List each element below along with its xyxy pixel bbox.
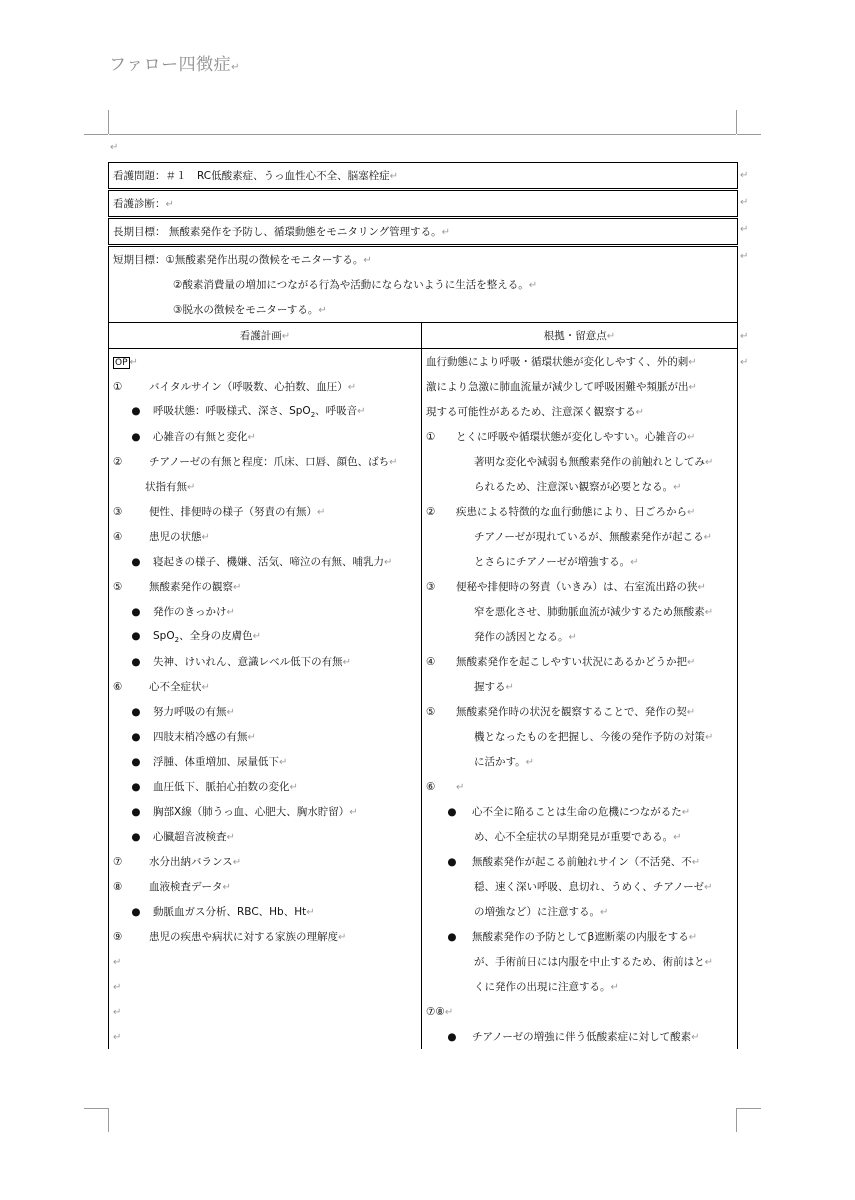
paragraph-mark: ↵ bbox=[505, 682, 514, 693]
plan-cell bbox=[109, 474, 422, 499]
item-text: の増強など）に注意する。 bbox=[474, 906, 600, 918]
nursing-plan-table bbox=[108, 162, 738, 1049]
paragraph-mark: ↵ bbox=[688, 382, 697, 393]
item-number: ② bbox=[113, 456, 123, 468]
item-text: 四肢末梢冷感の有無 bbox=[153, 731, 248, 743]
bullet-icon: ● bbox=[131, 630, 141, 643]
paragraph-mark: ↵ bbox=[444, 1006, 454, 1018]
item-text: バイタルサイン（呼吸数、心拍数、血圧） bbox=[149, 381, 348, 393]
item-text: 血行動態により呼吸・循環状態が変化しやすく、外的刺 bbox=[426, 356, 689, 368]
plan-cell bbox=[109, 974, 422, 999]
rationale-cell bbox=[422, 599, 738, 624]
rationale-cell bbox=[422, 424, 738, 449]
rationale-cell bbox=[422, 374, 738, 399]
table-row bbox=[109, 899, 738, 924]
paragraph-mark: ↵ bbox=[232, 857, 242, 868]
table-row bbox=[109, 774, 738, 799]
item-number: ② bbox=[426, 506, 436, 518]
table-row bbox=[109, 449, 738, 474]
paragraph-mark: ↵ bbox=[635, 407, 644, 418]
paragraph-mark: ↵ bbox=[226, 707, 235, 718]
plan-cell bbox=[109, 724, 422, 749]
item-text: 握する bbox=[474, 681, 506, 693]
bullet-icon: ● bbox=[131, 556, 141, 568]
table-row bbox=[109, 599, 738, 624]
plan-cell bbox=[109, 349, 422, 375]
paragraph-mark: ↵ bbox=[233, 582, 242, 593]
column-header-plan: 看護計画↵ bbox=[109, 323, 422, 349]
paragraph-mark: ↵ bbox=[687, 657, 696, 668]
bullet-icon: ● bbox=[447, 856, 457, 868]
rationale-cell bbox=[422, 899, 738, 924]
item-text: 血液検査データ bbox=[149, 881, 223, 893]
paragraph-mark: ↵ bbox=[389, 457, 398, 468]
paragraph-mark: ↵ bbox=[129, 356, 138, 368]
rationale-cell bbox=[422, 674, 738, 699]
rationale-cell bbox=[422, 499, 738, 524]
table-row bbox=[109, 246, 738, 273]
item-number: ⑨ bbox=[113, 931, 123, 943]
rationale-cell bbox=[422, 724, 738, 749]
paragraph-mark: ↵ bbox=[630, 557, 639, 568]
bullet-icon: ● bbox=[131, 756, 141, 768]
bullet-icon: ● bbox=[131, 906, 141, 918]
paragraph-mark: ↵ bbox=[704, 957, 713, 968]
item-text: チアノーゼの増強に伴う低酸素症に対して酸素 bbox=[472, 1031, 692, 1043]
paragraph-mark: ↵ bbox=[691, 1032, 700, 1043]
plan-cell bbox=[109, 599, 422, 624]
plan-cell bbox=[109, 824, 422, 849]
short-term-goal-2: ②酸素消費量の増加につながる行為や活動にならないように生活を整える。↵ bbox=[109, 272, 738, 297]
rationale-cell bbox=[422, 924, 738, 949]
table-row bbox=[109, 874, 738, 899]
paragraph-mark: ↵ bbox=[703, 532, 713, 543]
rationale-cell bbox=[422, 824, 738, 849]
rationale-cell bbox=[422, 624, 738, 649]
paragraph-mark: ↵ bbox=[673, 482, 682, 493]
rationale-cell bbox=[422, 874, 738, 899]
bullet-icon: ● bbox=[131, 656, 141, 668]
item-number: ⑥ bbox=[426, 780, 436, 793]
bullet-icon: ● bbox=[447, 1031, 457, 1043]
item-text: 無酸素発作の予防としてβ遮断薬の内服をする bbox=[472, 931, 689, 943]
item-text: め、心不全症状の早期発見が重要である。 bbox=[474, 831, 674, 843]
item-text: 激により急激に肺血流量が減少して呼吸困難や頻脈が出 bbox=[426, 381, 689, 393]
item-text: 患児の疾患や病状に対する家族の理解度 bbox=[149, 931, 338, 943]
paragraph-mark: ↵ bbox=[740, 197, 749, 208]
item-text: 発作のきっかけ bbox=[153, 606, 227, 618]
plan-cell bbox=[109, 499, 422, 524]
item-text: 発作の誘因となる。 bbox=[474, 631, 569, 643]
corner-mark-top-left bbox=[108, 110, 109, 134]
plan-cell bbox=[109, 999, 422, 1024]
table-row bbox=[109, 163, 738, 190]
item-number: ③ bbox=[426, 581, 436, 593]
table-row bbox=[109, 1024, 738, 1049]
table-row bbox=[109, 949, 738, 974]
item-number: ⑧ bbox=[113, 881, 123, 893]
table-row bbox=[109, 218, 738, 246]
table-row bbox=[109, 424, 738, 449]
paragraph-mark: ↵ bbox=[740, 251, 749, 262]
item-text: くに発作の出現に注意する。 bbox=[474, 981, 611, 993]
table-row bbox=[109, 190, 738, 218]
plan-cell bbox=[109, 574, 422, 599]
bullet-icon: ● bbox=[131, 781, 141, 793]
paragraph-mark: ↵ bbox=[113, 956, 122, 968]
item-text: 無酸素発作の観察 bbox=[149, 581, 233, 593]
rationale-cell bbox=[422, 949, 738, 974]
paragraph-mark: ↵ bbox=[342, 657, 352, 668]
plan-cell bbox=[109, 374, 422, 399]
paragraph-mark: ↵ bbox=[687, 432, 696, 443]
item-text: 心不全症状 bbox=[149, 681, 202, 693]
item-text: とくに呼吸や循環状態が変化しやすい。心雑音の bbox=[456, 431, 687, 443]
paragraph-mark: ↵ bbox=[740, 170, 749, 181]
item-text: 現する可能性があるため、注意深く観察する bbox=[426, 406, 636, 418]
paragraph-mark: ↵ bbox=[279, 757, 288, 768]
paragraph-mark: ↵ bbox=[740, 224, 749, 235]
paragraph-mark: ↵ bbox=[247, 732, 256, 743]
paragraph-mark: ↵ bbox=[110, 142, 119, 153]
table-row bbox=[109, 999, 738, 1024]
rationale-cell bbox=[422, 999, 738, 1024]
bullet-icon: ● bbox=[131, 731, 141, 743]
nursing-diagnosis: 看護診断：↵ bbox=[109, 190, 738, 218]
item-number: ① bbox=[113, 381, 123, 393]
short-term-goal-1: 短期目標：①無酸素発作出現の徴候をモニターする。↵ bbox=[109, 246, 738, 273]
item-text: 便秘や排便時の努責（いきみ）は、右室流出路の狭 bbox=[456, 581, 698, 593]
paragraph-mark: ↵ bbox=[187, 482, 196, 493]
paragraph-mark: ↵ bbox=[349, 807, 358, 818]
item-text: 機となったものを把握し、今後の発作予防の対策 bbox=[474, 731, 705, 743]
table-row bbox=[109, 799, 738, 824]
plan-cell bbox=[109, 699, 422, 724]
table-row bbox=[109, 649, 738, 674]
paragraph-mark: ↵ bbox=[252, 631, 261, 643]
item-number: ⑦ bbox=[113, 856, 123, 868]
bullet-icon: ● bbox=[131, 806, 141, 818]
table-row bbox=[109, 849, 738, 874]
paragraph-mark: ↵ bbox=[338, 932, 347, 943]
rationale-cell bbox=[422, 849, 738, 874]
plan-cell bbox=[109, 949, 422, 974]
table-row bbox=[109, 349, 738, 375]
paragraph-mark: ↵ bbox=[687, 507, 696, 518]
item-text: 失神、けいれん、意識レベル低下の有無 bbox=[153, 656, 343, 668]
paragraph-mark: ↵ bbox=[740, 357, 749, 368]
item-text: 窄を悪化させ、肺動脈血流が減少するため無酸素 bbox=[474, 606, 705, 618]
nursing-problem: 看護問題：＃１ RC低酸素症、うっ血性心不全、脳塞栓症↵ bbox=[109, 163, 738, 190]
header-line bbox=[109, 134, 736, 135]
paragraph-mark: ↵ bbox=[705, 457, 714, 468]
item-text: とさらにチアノーゼが増強する。 bbox=[474, 556, 631, 568]
paragraph-mark: ↵ bbox=[357, 406, 366, 418]
plan-cell bbox=[109, 874, 422, 899]
plan-cell bbox=[109, 749, 422, 774]
table-row bbox=[109, 924, 738, 949]
paragraph-mark: ↵ bbox=[113, 1031, 122, 1043]
item-text: 動脈血ガス分析、RBC、Hb、Ht bbox=[153, 906, 307, 918]
corner-mark-top-left-h bbox=[84, 134, 108, 135]
corner-mark-bottom-left bbox=[108, 1108, 109, 1132]
item-text: 状指有無 bbox=[145, 481, 187, 493]
paragraph-mark: ↵ bbox=[704, 607, 714, 618]
paragraph-mark: ↵ bbox=[525, 757, 535, 768]
corner-mark-bottom-right-h bbox=[737, 1108, 761, 1109]
rationale-cell bbox=[422, 399, 738, 424]
plan-cell bbox=[109, 399, 422, 424]
item-text: 心臓超音波検査 bbox=[153, 831, 227, 843]
corner-mark-top-right-h bbox=[737, 134, 761, 135]
table-row bbox=[109, 824, 738, 849]
rationale-cell bbox=[422, 349, 738, 375]
item-text: ⑦⑧ bbox=[426, 1005, 445, 1018]
short-term-goal-3: ③脱水の徴候をモニターする。↵ bbox=[109, 297, 738, 323]
item-text: が、手術前日には内服を中止するため、術前はと bbox=[474, 956, 705, 968]
paragraph-mark: ↵ bbox=[705, 732, 714, 743]
table-row bbox=[109, 399, 738, 424]
item-number: ③ bbox=[113, 506, 123, 518]
bullet-icon: ● bbox=[131, 431, 141, 443]
op-label: OP bbox=[115, 357, 128, 368]
plan-cell bbox=[109, 924, 422, 949]
item-text: 心雑音の有無と変化 bbox=[153, 431, 248, 443]
item-text: に活かす。 bbox=[474, 756, 526, 768]
plan-cell bbox=[109, 624, 422, 649]
paragraph-mark: ↵ bbox=[226, 607, 235, 618]
item-text: 胸部X線（肺うっ血、心肥大、胸水貯留） bbox=[153, 806, 350, 818]
column-header-rationale: 根拠・留意点↵ bbox=[422, 323, 738, 349]
table-row bbox=[109, 574, 738, 599]
table-row bbox=[109, 624, 738, 649]
bullet-icon: ● bbox=[131, 706, 141, 718]
item-text: チアノーゼの有無と程度：爪床、口唇、顔色、ばち bbox=[149, 456, 390, 468]
corner-mark-bottom-left-h bbox=[84, 1108, 108, 1109]
item-number: ④ bbox=[426, 656, 436, 668]
corner-mark-bottom-right bbox=[736, 1108, 737, 1132]
item-text: 無酸素発作を起こしやすい状況にあるかどうか把 bbox=[456, 656, 687, 668]
item-text: 努力呼吸の有無 bbox=[153, 706, 227, 718]
bullet-icon: ● bbox=[447, 931, 457, 943]
item-text: 患児の状態 bbox=[149, 531, 202, 543]
table-row bbox=[109, 499, 738, 524]
rationale-cell bbox=[422, 549, 738, 574]
paragraph-mark: ↵ bbox=[222, 882, 231, 893]
rationale-cell bbox=[422, 474, 738, 499]
paragraph-mark: ↵ bbox=[201, 532, 210, 543]
rationale-cell bbox=[422, 1024, 738, 1049]
plan-cell bbox=[109, 524, 422, 549]
item-text: 血圧低下、脈拍心拍数の変化 bbox=[153, 781, 290, 793]
plan-cell bbox=[109, 449, 422, 474]
item-text: 寝起きの様子、機嫌、活気、啼泣の有無、哺乳力 bbox=[153, 556, 384, 568]
paragraph-mark: ↵ bbox=[201, 682, 210, 693]
item-text: 呼吸状態：呼吸様式、深さ、SpO$_2$、呼吸音 bbox=[153, 405, 358, 420]
paragraph-mark: ↵ bbox=[226, 832, 235, 843]
paragraph-mark: ↵ bbox=[610, 982, 619, 993]
table-row bbox=[109, 974, 738, 999]
rationale-cell bbox=[422, 749, 738, 774]
rationale-cell bbox=[422, 649, 738, 674]
item-text: 穏、速く深い呼吸、息切れ、うめく、チアノーゼ bbox=[474, 881, 705, 893]
paragraph-mark: ↵ bbox=[673, 832, 682, 843]
table-row bbox=[109, 549, 738, 574]
paragraph-mark: ↵ bbox=[704, 882, 713, 893]
item-text: 心不全に陥ることは生命の危機につながるた bbox=[472, 806, 682, 818]
table-row bbox=[109, 474, 738, 499]
plan-cell bbox=[109, 849, 422, 874]
paragraph-mark: ↵ bbox=[317, 507, 326, 518]
item-number: ④ bbox=[113, 531, 123, 543]
item-number: ⑤ bbox=[426, 706, 436, 718]
bullet-icon: ● bbox=[131, 606, 141, 618]
table-row bbox=[109, 699, 738, 724]
rationale-cell bbox=[422, 574, 738, 599]
table-row bbox=[109, 724, 738, 749]
paragraph-mark: ↵ bbox=[697, 582, 706, 593]
table-row bbox=[109, 272, 738, 297]
table-row bbox=[109, 674, 738, 699]
item-text: 便性、排便時の様子（努責の有無） bbox=[149, 506, 317, 518]
paragraph-mark: ↵ bbox=[456, 781, 465, 793]
plan-cell bbox=[109, 899, 422, 924]
plan-cell bbox=[109, 774, 422, 799]
bullet-icon: ● bbox=[131, 405, 141, 418]
table-row bbox=[109, 524, 738, 549]
item-text: SpO$_2$、全身の皮膚色 bbox=[153, 630, 253, 645]
paragraph-mark: ↵ bbox=[688, 357, 697, 368]
rationale-cell bbox=[422, 799, 738, 824]
plan-cell bbox=[109, 674, 422, 699]
table-row bbox=[109, 297, 738, 323]
paragraph-mark: ↵ bbox=[686, 707, 696, 718]
paragraph-mark: ↵ bbox=[113, 1006, 122, 1018]
plan-cell bbox=[109, 1024, 422, 1049]
paragraph-mark: ↵ bbox=[688, 932, 698, 943]
rationale-cell bbox=[422, 974, 738, 999]
paragraph-mark: ↵ bbox=[691, 857, 701, 868]
item-text: 無酸素発作時の状況を観察することで、発作の契 bbox=[456, 706, 687, 718]
corner-mark-top-right bbox=[736, 110, 737, 134]
rationale-cell bbox=[422, 774, 738, 799]
item-text: 疾患による特徴的な血行動態により、日ごろから bbox=[456, 506, 687, 518]
rationale-cell bbox=[422, 699, 738, 724]
item-text: 著明な変化や減弱も無酸素発作の前触れとしてみ bbox=[474, 456, 705, 468]
rationale-cell bbox=[422, 449, 738, 474]
plan-cell bbox=[109, 424, 422, 449]
paragraph-mark: ↵ bbox=[568, 632, 577, 643]
paragraph-mark: ↵ bbox=[740, 331, 749, 342]
item-number: ① bbox=[426, 431, 436, 443]
bullet-icon: ● bbox=[447, 806, 457, 818]
plan-cell bbox=[109, 649, 422, 674]
paragraph-mark: ↵ bbox=[306, 907, 315, 918]
document-title: ファロー四徴症↵ bbox=[109, 55, 241, 75]
bullet-icon: ● bbox=[131, 831, 141, 843]
item-text: 水分出納バランス bbox=[149, 856, 233, 868]
table-header-row bbox=[109, 323, 738, 349]
paragraph-mark: ↵ bbox=[289, 782, 298, 793]
table-row bbox=[109, 749, 738, 774]
plan-cell bbox=[109, 799, 422, 824]
item-text: 無酸素発作が起こる前触れサイン（不活発、不 bbox=[472, 856, 692, 868]
rationale-cell bbox=[422, 524, 738, 549]
long-term-goal: 長期目標： 無酸素発作を予防し、循環動態をモニタリング管理する。↵ bbox=[109, 218, 738, 246]
item-text: 浮腫、体重増加、尿量低下 bbox=[153, 756, 279, 768]
item-number: ⑥ bbox=[113, 681, 123, 693]
paragraph-mark: ↵ bbox=[247, 432, 256, 443]
paragraph-mark: ↵ bbox=[384, 557, 393, 568]
item-number: ⑤ bbox=[113, 581, 123, 593]
paragraph-mark: ↵ bbox=[600, 907, 609, 918]
paragraph-mark: ↵ bbox=[347, 382, 357, 393]
item-text: られるため、注意深い観察が必要となる。 bbox=[474, 481, 674, 493]
paragraph-mark: ↵ bbox=[681, 807, 691, 818]
paragraph-mark: ↵ bbox=[113, 981, 122, 993]
item-text: チアノーゼが現れているが、無酸素発作が起こる bbox=[474, 531, 704, 543]
plan-cell bbox=[109, 549, 422, 574]
table-row bbox=[109, 374, 738, 399]
